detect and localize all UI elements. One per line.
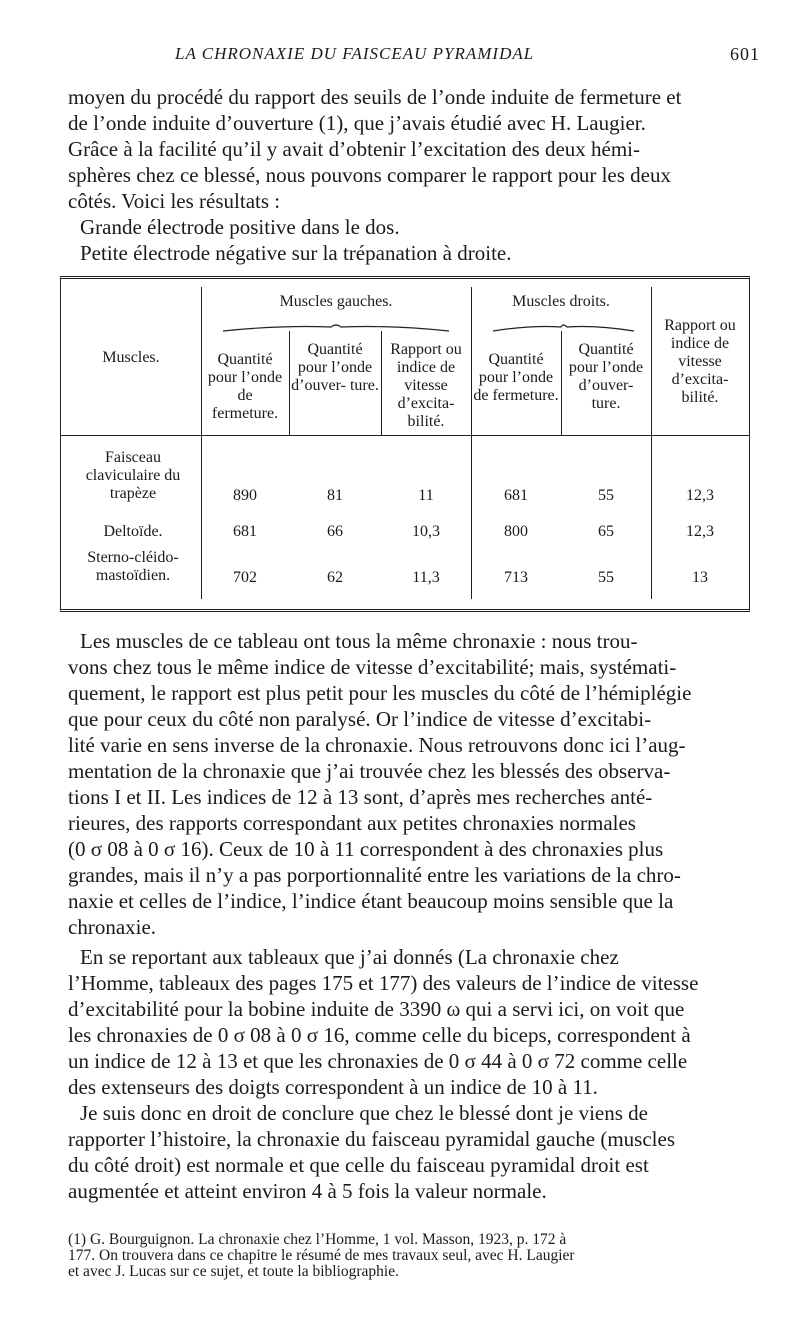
column-divider: [651, 287, 652, 599]
body-paragraph-2: En se reportant aux tableaux que j’ai donnés (La chronaxie chez l’Homme, tableaux des pages 175 et 177) des valeurs de l’indice de vitesse d’excitabilité pour la bobine induite de 3390 ω qui a servi ici, on voit que les chronaxies de 0 σ 08 à 0 σ 16, comme celle du biceps, correspondent à un indice de 12 à 13 et que les chronaxies de 0 σ 44 à 0 σ 72 comme celle des extenseurs des doigts correspondent à un indice de 10 à 11.: [68, 945, 699, 1099]
group-brace-left: [221, 321, 451, 333]
table-row-label: Sterno-cléido- mastoïdien.: [87, 549, 179, 584]
text-line: Grande électrode positive dans le dos.: [80, 215, 400, 239]
column-header-ouverture-right: Quantité pour l’onde d’ouver- ture.: [568, 341, 644, 412]
group-label-right: Muscles droits.: [512, 293, 610, 310]
text-line: de l’onde induite d’ouverture (1), que j’avais étudié avec H. Laugier.: [68, 111, 646, 135]
footnote-line: 177. On trouvera dans ce chapitre le résumé de mes travaux seul, avec H. Laugier: [68, 1247, 575, 1264]
table-cell: 55: [598, 487, 614, 504]
group-brace-right: [491, 321, 636, 333]
column-divider: [289, 331, 290, 435]
table-cell: 66: [327, 523, 343, 540]
table-cell: 11: [418, 487, 434, 504]
table-row-label: Faisceau claviculaire du trapèze: [85, 449, 181, 502]
page-header: [0, 44, 800, 74]
column-divider: [381, 331, 382, 435]
table-cell: 81: [327, 487, 343, 504]
table-cell: 13: [692, 569, 708, 586]
body-paragraph-3: Je suis donc en droit de conclure que chez le blessé dont je viens de rapporter l’histoire, la chronaxie du faisceau pyramidal gauche (muscles du côté droit) est normale et que celle du faisceau pyramidal droit est augmentée et atteint environ 4 à 5 fois la valeur normale.: [68, 1101, 676, 1203]
text-line: Petite électrode négative sur la trépanation à droite.: [80, 241, 512, 265]
footnote-line: (1) G. Bourguignon. La chronaxie chez l’Homme, 1 vol. Masson, 1923, p. 172 à: [68, 1231, 567, 1248]
table-row-label: Deltoïde.: [103, 523, 163, 540]
body-paragraph-1: Les muscles de ce tableau ont tous la même chronaxie : nous trou- vons chez tous le même indice de vitesse d’excitabilité; mais, systémati- quement, le rapport est plus petit pour les muscles du côté de l’hémiplégie que pour ceux du côté non paralysé. Or l’indice de vitesse d’excitabi- lité varie en sens inverse de la chronaxie. Nous retrouvons donc ici l’aug- mentation de la chronaxie que j’ai trouvée chez les blessés des observa- tions I et II. Les indices de 12 à 13 sont, d’après mes recherches anté- rieures, des rapports correspondant aux petites chronaxies normales (0 σ 08 à 0 σ 16). Ceux de 10 à 11 correspondent à des chronaxies plus grandes, mais il n’y a pas porportionnalité entre les variations de la chro- naxie et celles de l’indice, l’indice étant beaucoup moins sensible que la chronaxie.: [68, 629, 692, 939]
table-cell: 681: [504, 487, 528, 504]
results-table: [60, 276, 750, 612]
intro-paragraph: [68, 84, 748, 266]
column-divider: [201, 287, 202, 599]
column-header-fermeture-right: Quantité pour l’onde de fermeture.: [473, 351, 559, 404]
text-line: Grâce à la facilité qu’il y avait d’obtenir l’excitation des deux hémi-: [68, 137, 641, 161]
running-title: LA CHRONAXIE DU FAISCEAU PYRAMIDAL: [175, 44, 535, 63]
table-cell: 11,3: [412, 569, 440, 586]
table-cell: 62: [327, 569, 343, 586]
table-cell: 10,3: [412, 523, 440, 540]
group-label-left: Muscles gauches.: [279, 293, 393, 310]
column-header-rapport-left: Rapport ou indice de vitesse d’excita- bilité.: [390, 341, 462, 430]
column-header-fermeture-left: Quantité pour l’onde de fermeture.: [207, 351, 283, 422]
footnote: [68, 1232, 758, 1280]
table-cell: 12,3: [686, 523, 714, 540]
table-cell: 702: [233, 569, 257, 586]
page-number: 601: [730, 44, 760, 64]
column-header-rapport-right: Rapport ou indice de vitesse d’excita- bilité.: [664, 317, 736, 406]
footnote-line: et avec J. Lucas sur ce sujet, et toute la bibliographie.: [68, 1263, 399, 1280]
column-header-ouverture-left: Quantité pour l’onde d’ouver- ture.: [291, 341, 379, 394]
column-header-muscles: Muscles.: [102, 349, 160, 366]
table-cell: 890: [233, 487, 257, 504]
table-cell: 55: [598, 569, 614, 586]
text-line: côtés. Voici les résultats :: [68, 189, 281, 213]
text-line: sphères chez ce blessé, nous pouvons comparer le rapport pour les deux: [68, 163, 671, 187]
table-cell: 65: [598, 523, 614, 540]
column-divider: [471, 287, 472, 599]
table-cell: 800: [504, 523, 528, 540]
table-cell: 713: [504, 569, 528, 586]
table-cell: 681: [233, 523, 257, 540]
column-divider: [561, 331, 562, 435]
table-cell: 12,3: [686, 487, 714, 504]
text-line: moyen du procédé du rapport des seuils de l’onde induite de fermeture et: [68, 85, 682, 109]
header-rule: [61, 435, 749, 436]
